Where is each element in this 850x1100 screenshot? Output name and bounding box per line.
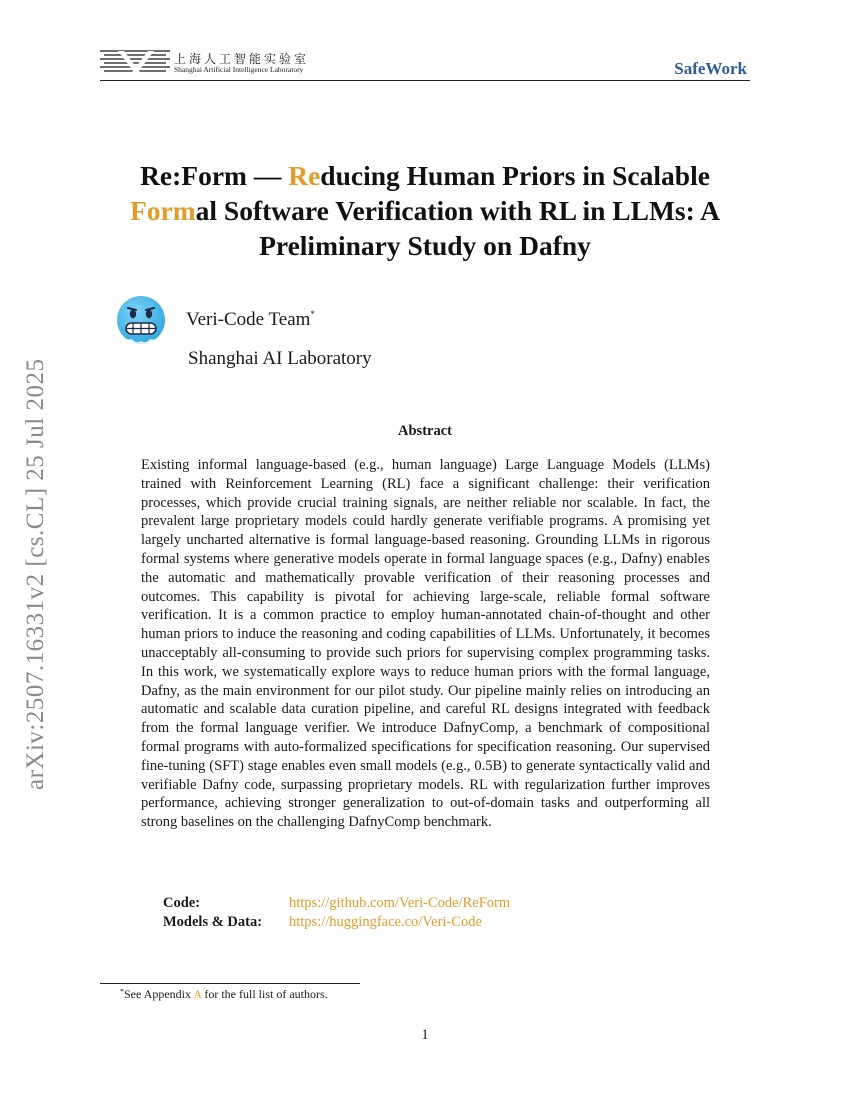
author-affiliation: Shanghai AI Laboratory bbox=[188, 348, 372, 369]
lab-name-english: Shanghai Artificial Intelligence Laboratory bbox=[174, 65, 304, 74]
lab-name-chinese: 上海人工智能实验室 bbox=[174, 52, 310, 66]
appendix-link[interactable]: A bbox=[193, 987, 202, 1001]
footnote-text-post: for the full list of authors. bbox=[201, 987, 328, 1001]
models-data-link[interactable]: https://huggingface.co/Veri-Code bbox=[289, 914, 482, 930]
grimacing-face-icon bbox=[116, 295, 166, 345]
arxiv-identifier: arXiv:2507.16331v2 [cs.CL] 25 Jul 2025 bbox=[22, 358, 49, 790]
resource-links bbox=[163, 895, 663, 933]
author-name bbox=[186, 309, 315, 331]
code-link-row bbox=[163, 895, 663, 914]
abstract-body: Existing informal language-based (e.g., human language) Large Language Models (LLMs) trained with Reinforcement Learning (RL) face a significant challenge: their verification processes, which provide crucial training signals, are neither reliable nor scalable. In fact, the prevalent large proprietary models could hardly generate verifiable programs. A promising yet largely uncharted alternative is formal language-based reasoning. Grounding LLMs in rigorous formal systems where generative models operate in formal language spaces (e.g., Dafny) enables the automatic and mathematically provable verification of their reasoning processes and outcomes. This capability is pivotal for achieving large-scale, reliable formal software verification. It is a common practice to employ human-annotated chain-of-thought and other human priors to induce the reasoning and coding capabilities of LLMs. Unfortunately, it becomes unacceptably all-consuming to provide such priors for supervising complex programming tasks. In this work, we systematically explore ways to reduce human priors with the formal language, Dafny, as the main environment for our pilot study. Our pipeline mainly relies on introducing an automatic and scalable data curation pipeline, and careful RL designs integrated with feedback from the formal language verifier. We introduce DafnyComp, a benchmark of compositional formal programs with auto-formalized specifications for specification reasoning. Our supervised fine-tuning (SFT) stage enables even small models (e.g., 0.5B) to generate syntactically valid and verifiable Dafny code, surpassing proprietary models. RL with regularization further improves performance, achieving stronger generalization to out-of-domain tasks and outperforming all strong baselines on the challenging DafnyComp benchmark. bbox=[141, 457, 710, 831]
title-highlight-re: Re bbox=[288, 160, 321, 191]
title-part-2: ducing Human Priors in Scalable bbox=[320, 160, 710, 191]
footnote-mark: * bbox=[120, 987, 124, 996]
models-data-link-row bbox=[163, 914, 663, 933]
abstract-heading: Abstract bbox=[398, 423, 452, 439]
author-name-text: Veri-Code Team bbox=[186, 309, 311, 330]
code-link-label: Code: bbox=[163, 895, 201, 911]
code-link[interactable]: https://github.com/Veri-Code/ReForm bbox=[289, 895, 511, 911]
title-part-3: al Software Verification with RL in LLMs: A bbox=[195, 195, 720, 226]
page-header bbox=[100, 46, 750, 81]
paper-title bbox=[90, 158, 760, 263]
title-part-1: Re:Form — bbox=[140, 160, 289, 191]
title-part-4: Preliminary Study on Dafny bbox=[259, 230, 591, 261]
title-highlight-form: Form bbox=[130, 195, 196, 226]
page-number: 1 bbox=[421, 1027, 429, 1043]
author-footnote-mark: * bbox=[310, 309, 315, 319]
shanghai-ai-lab-logo-icon bbox=[100, 48, 170, 74]
footnote bbox=[120, 987, 328, 1002]
models-data-link-label: Models & Data: bbox=[163, 914, 263, 930]
footnote-text-pre: See Appendix bbox=[124, 987, 194, 1001]
safework-brand: SafeWork bbox=[674, 59, 747, 78]
footnote-rule bbox=[100, 983, 360, 984]
